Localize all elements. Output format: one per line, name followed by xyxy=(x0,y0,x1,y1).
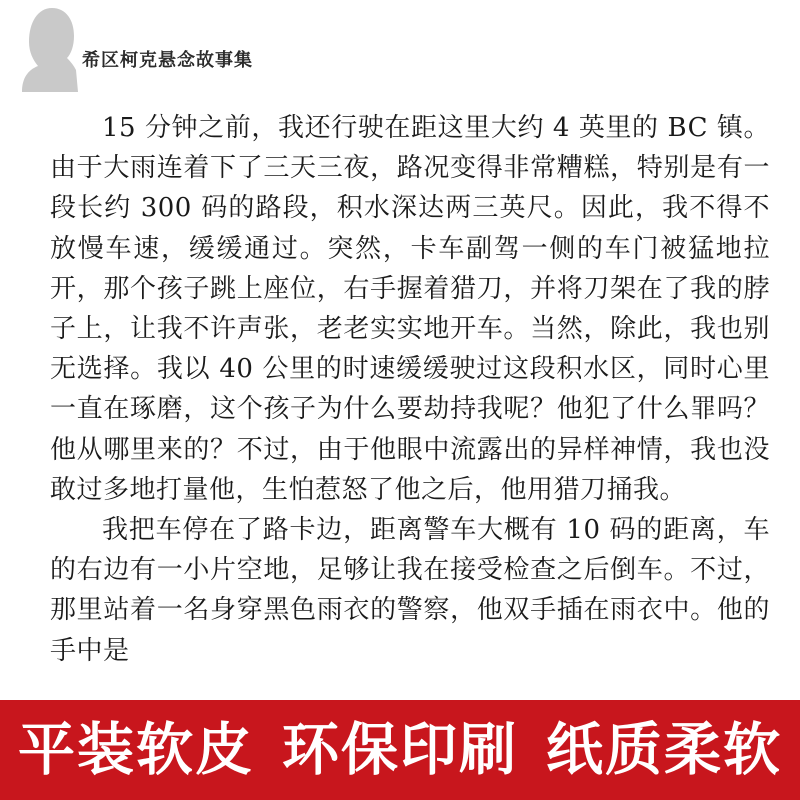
series-title: 希区柯克悬念故事集 xyxy=(82,50,253,71)
banner-feature-soft-paper: 纸质柔软 xyxy=(546,716,782,783)
banner-feature-eco-print: 环保印刷 xyxy=(282,716,518,783)
author-silhouette-icon xyxy=(16,0,78,92)
banner-feature-softcover: 平装软皮 xyxy=(18,716,254,783)
paragraph: 15 分钟之前，我还行驶在距这里大约 4 英里的 BC 镇。由于大雨连着下了三天三夜，路况变得非常糟糕，特别是有一段长约 300 码的路段，积水深达两三英尺。因此，我不得不放慢车速，缓缓通过。突然，卡车副驾一侧的车门被猛地拉开，那个孩子跳上座位，右手握着猎刀，并将刀架在了我的脖子上，让我不许声张，老老实实地开车。当然，除此，我也别无选择。我以 40 公里的时速缓缓驶过这段积水区，同时心里一直在琢磨，这个孩子为什么要劫持我呢？他犯了什么罪吗？他从哪里来的？不过，由于他眼中流露出的异样神情，我也没敢过多地打量他，生怕惹怒了他之后，他用猎刀捅我。 xyxy=(50,113,770,505)
paragraph: 我把车停在了路卡边，距离警车大概有 10 码的距离，车的右边有一小片空地，足够让我在接受检查之后倒车。不过，那里站着一名身穿黑色雨衣的警察，他双手插在雨衣中。他的手中是 xyxy=(50,515,770,666)
book-body-text xyxy=(50,108,770,671)
promo-banner xyxy=(0,700,800,800)
page-header xyxy=(0,0,800,100)
